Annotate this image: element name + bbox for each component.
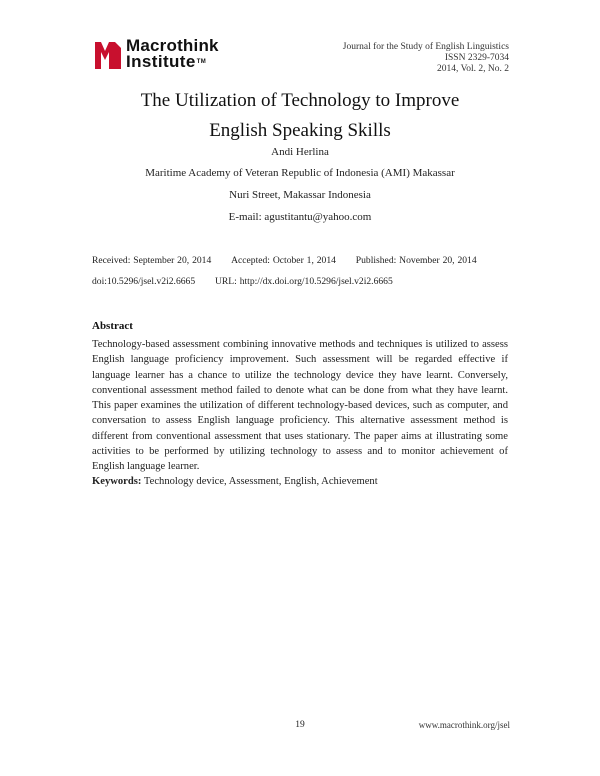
page-number: 19 (295, 720, 305, 730)
author-name: Andi Herlina (271, 146, 329, 158)
footer-url-link[interactable]: www.macrothink.org/jsel (418, 720, 510, 730)
journal-volume: 2014, Vol. 2, No. 2 (437, 64, 509, 74)
doi-text: doi:10.5296/jsel.v2i2.6665 (92, 276, 196, 287)
publisher-logo (93, 38, 243, 74)
published-date: Published: November 20, 2014 (355, 255, 477, 266)
keywords-list: Technology device, Assessment, English, Achievement (143, 476, 378, 487)
author-email: E-mail: agustitantu@yahoo.com (228, 211, 372, 223)
journal-issn: ISSN 2329-7034 (444, 53, 509, 63)
logo-text (126, 38, 219, 70)
title-line-2: English Speaking Skills (209, 120, 391, 141)
author-affiliation: Maritime Academy of Veteran Republic of Indonesia (AMI) Makassar (145, 167, 455, 179)
abstract-text: Technology-based assessment combining innovative methods and techniques is utilized to assess English language proficiency improvement. Such assessment will be regarded effective if language learner has a chance to utilize the technology device they have learnt. Conversely, conventional assessment method failed to denote what can be done from what they have learnt. This paper examines the utilization of different technology-based devices, such as computer, and conversation to assess English language proficiency. This alternative assessment method is different from conventional assessment that uses stationary. The paper aims at illustrating some activities to be performed by utilizing technology to assess and to monitor achievement of English language learner. (92, 339, 508, 473)
macrothink-logo-icon (93, 38, 123, 71)
journal-info (343, 42, 509, 75)
journal-name: Journal for the Study of English Linguistics (342, 42, 509, 52)
trademark-sign: TM (196, 59, 207, 65)
keywords-label: Keywords: (92, 476, 142, 487)
received-date: Received: September 20, 2014 (92, 255, 212, 266)
accepted-date: Accepted: October 1, 2014 (231, 255, 336, 266)
article-identifiers (92, 276, 393, 287)
title-line-1: The Utilization of Technology to Improve (140, 90, 460, 111)
article-title (0, 86, 600, 146)
logo-name-line1: Macrothink (126, 36, 219, 55)
author-address: Nuri Street, Makassar Indonesia (229, 189, 371, 201)
doi-url-link[interactable]: URL: http://dx.doi.org/10.5296/jsel.v2i2.6665 (214, 276, 393, 287)
abstract-heading: Abstract (92, 320, 133, 332)
logo-name-line2: Institute™ (126, 52, 207, 71)
publication-dates (92, 255, 477, 266)
keywords-line (92, 476, 508, 487)
